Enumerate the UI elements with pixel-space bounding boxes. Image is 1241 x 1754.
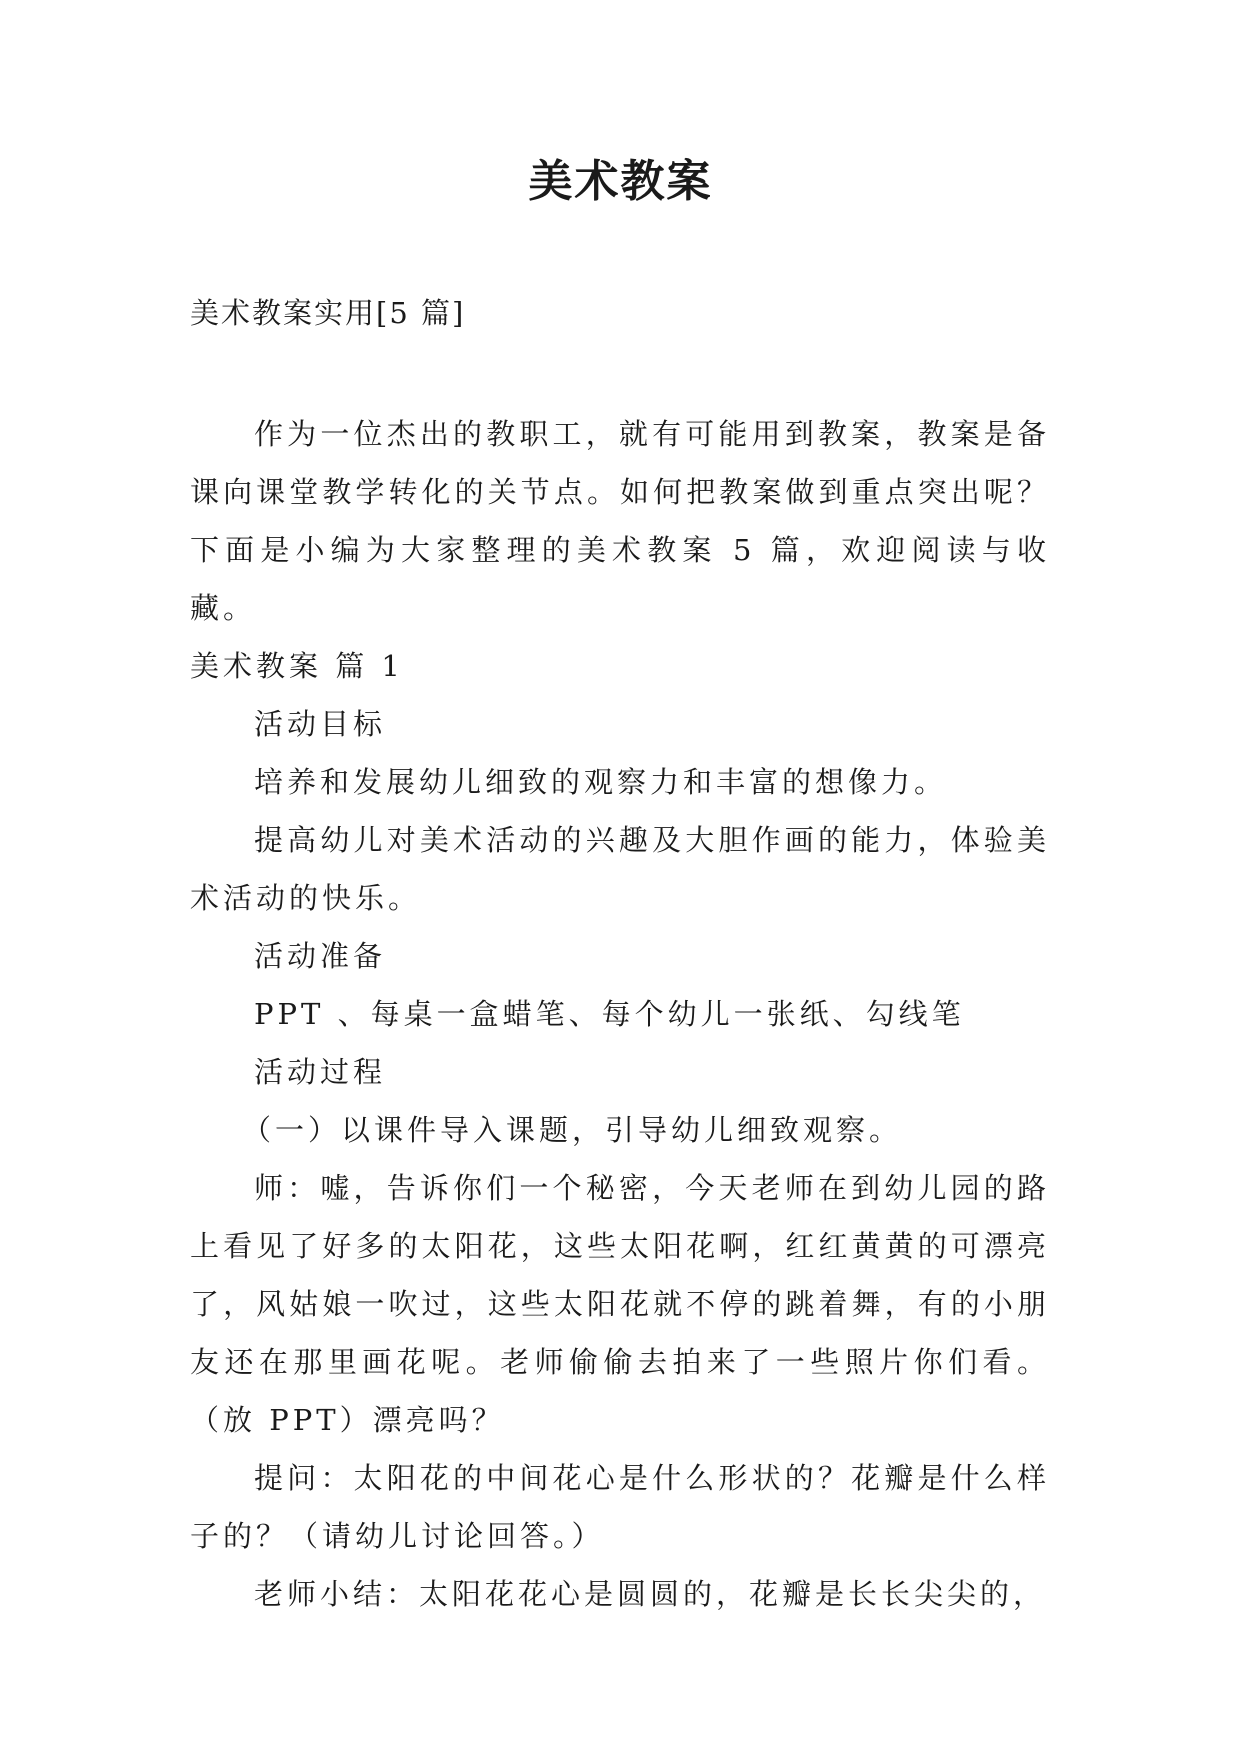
intro-paragraph: 作为一位杰出的教职工，就有可能用到教案，教案是备课向课堂教学转化的关节点。如何把教案做到重点突出呢？下面是小编为大家整理的美术教案 5 篇，欢迎阅读与收藏。 xyxy=(190,417,1050,625)
goal-paragraph: 培养和发展幼儿细致的观察力和丰富的想像力。 xyxy=(254,765,948,799)
subheading-activity-preparation: 活动准备 xyxy=(254,939,387,973)
summary-paragraph: 老师小结：太阳花花心是圆圆的，花瓣是长长尖尖的， xyxy=(254,1577,1047,1611)
goal-paragraph: 提高幼儿对美术活动的兴趣及大胆作画的能力，体验美术活动的快乐。 xyxy=(190,823,1050,915)
question-paragraph: 提问：太阳花的中间花心是什么形状的？花瓣是什么样子的？（请幼儿讨论回答。） xyxy=(190,1461,1050,1553)
document-subtitle: 美术教案实用[5 篇] xyxy=(190,296,466,330)
teacher-dialogue-paragraph: 师：嘘，告诉你们一个秘密，今天老师在到幼儿园的路上看见了好多的太阳花，这些太阳花啊，红红黄黄的可漂亮了，风姑娘一吹过，这些太阳花就不停的跳着舞，有的小朋友还在那里画花呢。老师偷偷去拍来了一些照片你们看。（放 PPT）漂亮吗？ xyxy=(190,1171,1050,1437)
section-heading: 美术教案 篇 1 xyxy=(190,649,404,683)
subheading-activity-goals: 活动目标 xyxy=(254,707,387,741)
subheading-activity-process: 活动过程 xyxy=(254,1055,387,1089)
process-step-paragraph: （一）以课件导入课题，引导幼儿细致观察。 xyxy=(242,1113,903,1147)
document-body xyxy=(190,405,1050,1623)
preparation-paragraph: PPT 、每桌一盒蜡笔、每个幼儿一张纸、勾线笔 xyxy=(254,997,965,1031)
document-title: 美术教案 xyxy=(528,156,713,207)
